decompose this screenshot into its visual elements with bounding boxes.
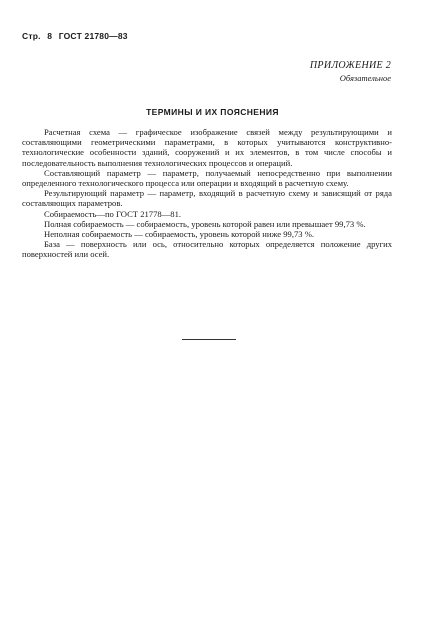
term-paragraph: Полная собираемость — собираемость, уровень которой равен или превышает 99,73 %. <box>44 218 366 229</box>
end-divider <box>182 339 236 340</box>
appendix-subtitle: Обязательное <box>339 73 391 83</box>
section-title: ТЕРМИНЫ И ИХ ПОЯСНЕНИЯ <box>146 107 279 117</box>
term-paragraph: База — поверхность или ось, относительно которых определяется положение других поверхностей или осей. <box>22 239 392 260</box>
term-paragraph: Составляющий параметр — параметр, получаемый непосредственно при выполнении определенного технологического процесса или операции и входящий в расчетную схему. <box>22 167 392 189</box>
standard-number: ГОСТ 21780—83 <box>58 31 128 41</box>
appendix-title: ПРИЛОЖЕНИЕ 2 <box>309 60 391 71</box>
term-paragraph: Собираемость—по ГОСТ 21778—81. <box>44 208 182 219</box>
term-paragraph: Результирующий параметр — параметр, входящий в расчетную схему и зависящий от ряда составляющих параметров. <box>22 188 392 209</box>
page-header <box>22 31 132 41</box>
terms-body <box>22 127 392 260</box>
term-paragraph: Неполная собираемость — собираемость, уровень которой ниже 99,73 %. <box>44 229 315 240</box>
page-number: 8 <box>47 31 53 41</box>
appendix-block <box>310 60 391 83</box>
page-label: Стр. <box>22 31 41 41</box>
term-paragraph: Расчетная схема — графическое изображение связей между результирующими и составляющими геометрическими параметрами, в которых учитываются конструктивно-технологические особенности зданий, сооружений и их элементов, в том числе способы и последовательность выполнения технологических процессов и операций. <box>22 127 392 168</box>
